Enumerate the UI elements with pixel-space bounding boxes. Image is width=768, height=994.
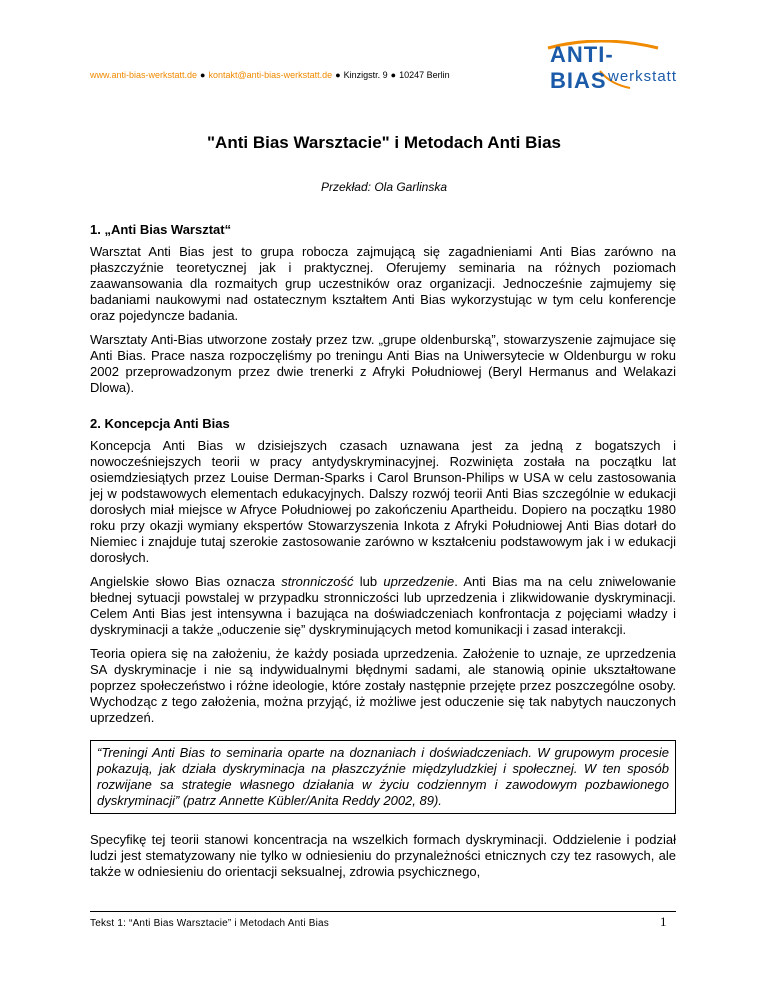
- city-address: 10247 Berlin: [399, 70, 450, 80]
- quote-box: “Treningi Anti Bias to seminaria oparte na doznaniach i doświadczeniach. W grupowym procesie pokazują, jak działa dyskryminacja na płaszczyźnie międzyludzkiej i społecznej. W ten sposób rozwijane sa strategie własnego działania w życiu codziennym i zawodowym pozbawionego dyskryminacji” (patrz Annette Kübler/Anita Reddy 2002, 89).: [90, 740, 676, 814]
- anti-bias-logo: [540, 40, 678, 100]
- paragraph: Warsztat Anti Bias jest to grupa robocza zajmującą się zagadnieniami Anti Bias zarówno na płaszczyźnie teoretycznej jak i praktycznej. Oferujemy seminaria na różnych poziomach zaawansowania dla rozmaitych grup uczestników oraz organizacji. Jednocześnie zajmujemy się badaniami naukowymi nad ostatecznym kształtem Anti Bias wykorzystując w tym celu konferencje oraz pojedyncze badania.: [90, 244, 676, 323]
- text-span: Angielskie słowo Bias oznacza: [90, 574, 282, 589]
- paragraph: Specyfikę tej teorii stanowi koncentracja na wszelkich formach dyskryminacji. Oddzielenie i podział ludzi jest stematyzowany nie tylko w odniesieniu do przynależności etnicznych czy tez rasowych, ale także w odniesieniu do orientacji seksualnej, zdrowia psychicznego,: [90, 832, 676, 879]
- page-number: 1: [660, 914, 667, 929]
- emphasis-text: uprzedzenie: [383, 574, 455, 589]
- logo-text-main: ANTI-BIAS: [550, 42, 614, 93]
- emphasis-text: stronniczość: [281, 574, 354, 589]
- separator-dot: ●: [200, 70, 206, 80]
- paragraph: Warsztaty Anti-Bias utworzone zostały przez tzw. „grupe oldenburską”, stowarzyszenie zajmujace się Anti Bias. Prace nasza rozpoczęliśmy po treningu Anti Bias na Uniwersytecie w Oldenburgu w roku 2002 przeprowadzonym przez dwie trenerki z Afryki Południowej (Beryl Hermanus and Welakazi Dlowa).: [90, 332, 676, 395]
- text-span: lub: [353, 574, 384, 589]
- text-span: . Anti Bias ma na celu zniwelowanie błednej sytuacji powstalej w przypadku stronniczości lub uprzedzenia i zlikwidowanie dyskryminacji. Celem Anti Bias jest intensywna i bazująca na doświadczeniach konfrontacja z pojęciami władzy i dyskryminacji a także „oduczenie się” dyskryminujących metod komunikacji i zasad interakcji.: [90, 574, 676, 637]
- document-subtitle: Przekład: Ola Garlinska: [320, 180, 448, 194]
- website-link[interactable]: www.anti-bias-werkstatt.de: [90, 70, 198, 80]
- document-body: [90, 222, 676, 888]
- paragraph: Koncepcja Anti Bias w dzisiejszych czasach uznawana jest za jedną z bogatszych i nowocześniejszych teorii w pracy antydyskryminacyjnej. Rozwinięta została na początku lat osiemdziesiątych przez Louise Derman-Sparks i Carol Brunson-Philips w USA w celu zastosowania jej w podstawowych elementach edukacyjnych. Dalszy rozwój teorii Anti Bias szczególnie w edukacji dorosłych miał miejsce w Afryce Południowej po zakończeniu Apartheidu. Dopiero na początku 1980 roku przy okazji wymiany ekspertów Stowarzyszenia Inkota z Afryki Południowej Anti Bias dotarł do Niemiec i znajduje tutaj szerokie zastosowanie zarówno w kształceniu podstawowym jak i w edukacji dorosłych.: [90, 438, 676, 565]
- footer-divider: [90, 911, 676, 912]
- document-title: "Anti Bias Warsztacie" i Metodach Anti Bias: [207, 133, 561, 152]
- bias-paragraph: [90, 574, 676, 638]
- separator-dot: ●: [390, 70, 397, 80]
- footer-text: Tekst 1: “Anti Bias Warsztacie” i Metodach Anti Bias: [90, 918, 330, 929]
- page-header: [90, 70, 530, 80]
- street-address: Kinzigstr. 9: [343, 70, 388, 80]
- paragraph: Teoria opiera się na założeniu, że każdy posiada uprzedzenia. Założenie to uznaje, ze uprzedzenia SA dyskryminacje i nie są indywidualnymi błędnymi sadami, ale stanowią opinie ukształtowane poprzez społeczeństwo i różne ideologie, które zostały następnie przejęte przez poszczególne osoby. Wychodząc z tego założenia, można przyjąć, iż możliwe jest oduczenie się tak nabytych nauczonych uprzedzeń.: [90, 646, 676, 725]
- email-link[interactable]: kontakt@anti-bias-werkstatt.de: [208, 70, 333, 80]
- section-heading: 1. „Anti Bias Warsztat“: [90, 222, 232, 237]
- section-heading: 2. Koncepcja Anti Bias: [90, 416, 230, 431]
- separator-dot: ●: [335, 70, 341, 80]
- logo-text-sub: werkstatt: [608, 68, 678, 85]
